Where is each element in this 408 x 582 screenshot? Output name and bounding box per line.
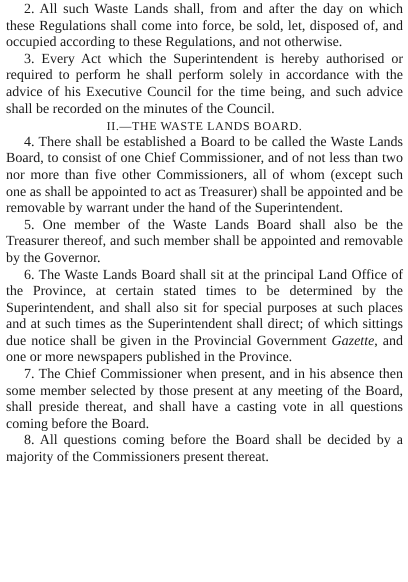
paragraph-6	[6, 268, 403, 368]
paragraph-6-text-before: 6. The Waste Lands Board shall sit at the principal Land Office of the Province, at certain stated times to be determined by the Superintendent, and shall also sit for special purposes at such places and at such times as the Superintendent shall direct; of which sittings due notice shall be given in the Provincial Government	[6, 267, 403, 349]
paragraph-3: 3. Every Act which the Superintendent is hereby authorised or required to perform he shall perform solely in accordance with the advice of his Executive Council for the time being, and such advice shall be recorded on the minutes of the Council.	[6, 51, 403, 117]
paragraph-2: 2. All such Waste Lands shall, from and after the day on which these Regulations shall come into force, be sold, let, disposed of, and occupied according to these Regulations, and not otherwise.	[6, 2, 403, 51]
paragraph-5: 5. One member of the Waste Lands Board shall also be the Treasurer thereof, and such member shall be appointed and removable by the Governor.	[6, 217, 403, 266]
paragraph-7: 7. The Chief Commissioner when present, and in his absence then some member selected by those present at any meeting of the Board, shall preside thereat, and shall have a casting vote in all questions coming before the Board.	[6, 367, 403, 432]
paragraph-6-text-after: , and one or more newspapers published in the Province.	[6, 333, 403, 366]
paragraph-6-gazette: Gazette	[331, 333, 375, 349]
paragraph-4: 4. There shall be established a Board to be called the Waste Lands Board, to consist of one Chief Commissioner, and of not less than two nor more than five other Commissioners, all of whom (except such one as shall be appointed to act as Treasurer) shall be appointed and be removable by warrant under the hand of the Superintendent.	[6, 134, 403, 217]
section-heading: II.—THE WASTE LANDS BOARD.	[106, 119, 303, 134]
paragraph-8: 8. All questions coming before the Board shall be decided by a majority of the Commissioners present thereat.	[6, 433, 403, 466]
